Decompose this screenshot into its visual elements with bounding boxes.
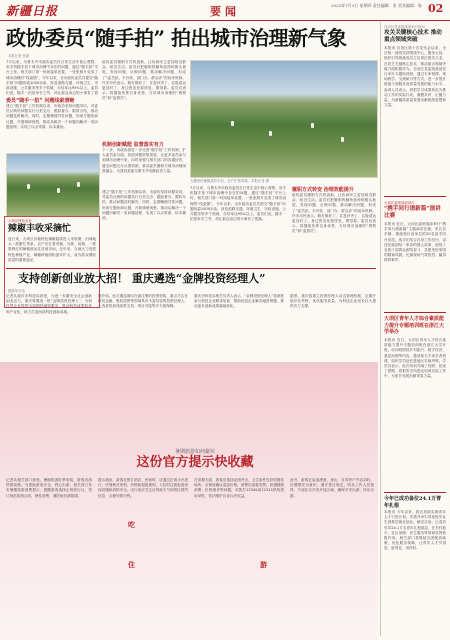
mid-top-rule	[6, 268, 376, 269]
mid-headline: 支持创新创业放大招！ 重庆遴选“金牌投资经理人”	[18, 272, 266, 285]
lead-photo	[190, 60, 378, 178]
tourism-tag-travel: 游	[260, 560, 267, 569]
mid-text-col1: 记者从重庆市科技局获悉，为进一步激发全社会创新创业活力，重庆将遴选一批“金牌投资经理人”，为科技型企业提供全周期投融资服务，推动科技成果转化和产业化，助力打造西部科技创新高地。	[6, 294, 92, 314]
newspaper-logo: 新疆日报	[6, 4, 59, 18]
feature-text: 连日来，大坝区各地特色辣椒陆续进入采收期，田间地头一派繁忙景象。农户们忙着采摘、分拣、装箱，一筐筐鲜红的辣椒被运往各地市场。近年来，当地大力发展特色种植产业，辣椒种植面积逐年扩大，成为群众增收致富的重要途径。	[8, 237, 96, 262]
right-story3-text: 本报讯 近日，大坝区青年人才综合素质能力提升专题培训班在浙江大学开班。培训班围绕乡村振兴、数字经济、基层治理等内容，邀请知名专家学者授课，组织学员赴先进地区实地考察。学员们表示，此次培训开阔了视野、拓宽了思路，将把所学所思运用到实际工作中，为家乡发展贡献青春力量。	[384, 338, 446, 379]
tourism-text-col2: 提示指出，游客在预订酒店、民宿时，应通过正规平台进行，仔细核对房型、价格和退改规则，入住时注意检查房间设施和消防安全。出行前应关注目的地天气和景区预约信息，合理安排行程。	[98, 478, 188, 498]
lead-subhead-2: 机制创新赋能 监督落实有力	[102, 142, 164, 148]
right-story4-text: 本报讯 今年以来，我区持续实施青年人才引进计划，多措并举引导高校毕业生到基层就业创业。截至目前，已成功引导24.1万名青年扎根基层，在乡村振兴、社区治理、民生服务等领域发挥积极作用。相关部门将继续完善配套政策，优化服务保障，让青年人才引得进、留得住、用得好。	[384, 510, 446, 551]
mid-text-col3: 重庆市科技局相关负责人表示，“金牌投资经理人”将深度参与科技企业孵化培育，帮助初创企业解决融资难题，推动更多创新成果落地转化。	[194, 294, 284, 309]
lead-byline: 本报记者 张新	[8, 54, 30, 58]
right-rule-3	[384, 492, 446, 493]
right-story4-headline: 今年已成功备位24.1万青年扎根	[384, 496, 442, 509]
right-story3-headline: 大坝区青年人才综合素质能力提升专题培训班在浙江大学举办	[384, 316, 445, 335]
right-rule-2	[384, 312, 446, 313]
chili-field-photo	[6, 153, 100, 217]
right-story2-kicker: 大坝区委统战部举行	[384, 201, 415, 205]
lead-text-col2c: 建立“随手拍”工作机制以来，市政协坚持问题导向，对委员反映的问题实行分类交办、跟踪督办、限时办结，推动问题及时解决。同时，定期梳理共性问题，形成专题协商议题，开展调研视察，推动从解决一个问题向解决一类问题延伸，实现了以点带面、标本兼治。	[102, 190, 186, 221]
right-story2-text: 本报讯 近日，大坝区委统战部举行“携手同行谱新篇”主题演讲比赛，来自各乡镇、街道和区直单位的20名选手同台竞技。选手们结合自身工作经历，讲述民族团结一家亲的感人故事，展现了各族干部群众团结奋斗、共建美好家园的精神风貌。比赛现场气氛热烈，赢得阵阵掌声。	[384, 222, 446, 263]
issue-date: 2025年7月3日 星期四 责任编辑：张 美术编辑：陈	[330, 3, 422, 8]
lead-headline: 政协委员“随手拍” 拍出城市治理新气象	[6, 26, 347, 50]
tourism-text-col1: 记者从相关部门获悉，暑期旅游旺季来临，游客出游热情高涨。为帮助游客安全、舒心出游，相关部门发布暑期旅游消费提示，提醒游客选择正规旅行社，签订规范旅游合同，理性消费，谨防低价游陷阱。	[6, 478, 92, 498]
tourism-tag-stay: 住	[128, 560, 135, 569]
mid-text-col2: 据介绍，此次遴选面向在渝注册的投资机构，重点关注在科技金融、股权投资等领域具有丰富经验的投资经理人，入选者将获得政策支持、项目对接等多方面保障。	[98, 294, 188, 309]
lead-subhead-1: 委员“随手一拍” 问题线索清晰	[6, 98, 75, 104]
lead-text-col1: 7月以来，乌鲁木齐市政协委员在日常生活中留心观察，用手机随手拍下城市治理中存在的问题，通过“随手拍”平台上传，相关部门第一时间接单处置，一张张照片变成了城市治理的“线索图”。今年以来，全市政协委员共提交“随手拍”问题线索1000余条，涉及道路交通、环境卫生、市政设施、公共服务等多个领域，办结率达95%以上。委员们说，随手一拍是举手之劳，却让群众身边的小事有了着	[6, 60, 98, 96]
lead-text-col2b: 下一步，市政协将进一步完善“随手拍”工作机制，扩大委员参与面，拓展问题收集渠道，让更多委员参与到城市治理中来。同时加强与相关部门的沟通协作，健全问题交办反馈机制，推动委员履职与城市治理深度融合，为建设美丽乌鲁木齐贡献政协力量。	[102, 148, 186, 173]
lead-text-col1b: 建立“随手拍”工作机制以来，市政协坚持问题导向，对委员反映的问题实行分类交办、跟踪督办、限时办结，推动问题及时解决。同时，定期梳理共性问题，形成专题协商议题，开展调研视察，推动从解决一个问题向解决一类问题延伸，实现了以点带面、标本兼治。	[6, 104, 98, 129]
section-label: 要闻	[210, 5, 240, 18]
page-number: 02	[428, 2, 444, 15]
lead-text-col3: 7月以来，乌鲁木齐市政协委员在日常生活中留心观察，用手机随手拍下城市治理中存在的问题，通过“随手拍”平台上传，相关部门第一时间接单处置，一张张照片变成了城市治理的“线索图”。今年以来，全市政协委员共提交“随手拍”问题线索1000余条，涉及道路交通、环境卫生、市政设施、公共服务等多个领域，办结率达95%以上。委员们说，随手一拍是举手之劳，却让群众身边的小事有了着落。	[190, 186, 286, 222]
right-story2-headline: “携手同行谱新篇”演讲比赛	[384, 206, 441, 219]
tourism-headline: 这份官方提示快收藏	[136, 455, 254, 470]
mid-text-col4: 据悉，重庆将建立投资经理人动态管理机制，定期开展评估考核，优化服务质量，为科技企业成长壮大提供有力支撑。	[290, 294, 376, 309]
tourism-kicker: 暑期旅游如何避坑	[174, 449, 215, 455]
tourism-tag-eat: 吃	[128, 520, 135, 529]
lead-text-col4: 政协委员履职方式的创新，让协商民主更加贴近群众、贴近生活。委员们把履职的触角延伸到街头巷尾，发现问题、反映问题、推动解决问题，形成了“委员拍、平台转、部门办、群众评”的闭环机制。许多市民表示，路灯修好了、井盖补齐了、垃圾清运更及时了，身边的变化看得见、摸得着。委员们表示，将继续发挥自身优势，当好城市治理的“观察员”和“监督员”。	[292, 193, 376, 234]
mid-byline: 据新华社电	[8, 289, 25, 293]
column-divider	[380, 22, 381, 636]
right-story1-headline: 攻关关键核心技术 推动重点领域突破	[384, 30, 442, 43]
tourism-text-col4: 此外，游客在参加漂流、登山、自驾等户外活动时，应增强安全意识，遵守景区规定，听从工作人员指挥，不前往未开发开放区域，确保平安出游、快乐出游。	[290, 478, 374, 498]
lead-photo-caption: 大棚里民辣椒喜获丰收，农户忙着采摘。本报记者 摄	[190, 179, 270, 183]
feature-title: 辣椒丰收采摘忙	[8, 224, 72, 234]
lead-text-col2: 政协委员履职方式的创新，让协商民主更加贴近群众、贴近生活。委员们把履职的触角延伸到街头巷尾，发现问题、反映问题、推动解决问题，形成了“委员拍、平台转、部门办、群众评”的闭环机制。许多市民表示，路灯修好了、井盖补齐了、垃圾清运更及时了，身边的变化看得见、摸得着。委员们表示，将继续发挥自身优势，当好城市治理的“观察员”和“监督员”。	[102, 60, 186, 101]
right-story1-kicker: 自治区党委统战部举行培训	[384, 25, 425, 29]
feature-kicker: 大坝区特色农业	[8, 219, 32, 223]
lead-subhead-3: 履职方式转变 治理效能提升	[292, 187, 354, 193]
right-rule-1	[384, 196, 446, 197]
right-story1-text: 本报讯 自治区第十次党代会以来，全区统一战线坚持围绕中心、服务大局，组织引导统战成员立足岗位建功立业，在攻关关键核心技术、推动重点领域突破方面积极作为。自治区党委统战部近日举办专题培训班，通过专家授课、现场教学、交流研讨等方式，进一步提升统战干部服务高质量发展的能力水平。参训人员表示，将把学习成果转化为推动工作的实际行动，凝聚共识、汇聚力量，为新疆高质量发展贡献统战智慧和力量。	[384, 46, 446, 108]
tourism-text-col3: 在用餐方面，游客应选择证照齐全、卫生条件良好的餐饮场所，点餐前确认菜品价格，消费后索要发票。如遇强制消费、价格欺诈等问题，可拨打12345或12315热线投诉举报，依法维护自身合法权益。	[194, 478, 284, 498]
